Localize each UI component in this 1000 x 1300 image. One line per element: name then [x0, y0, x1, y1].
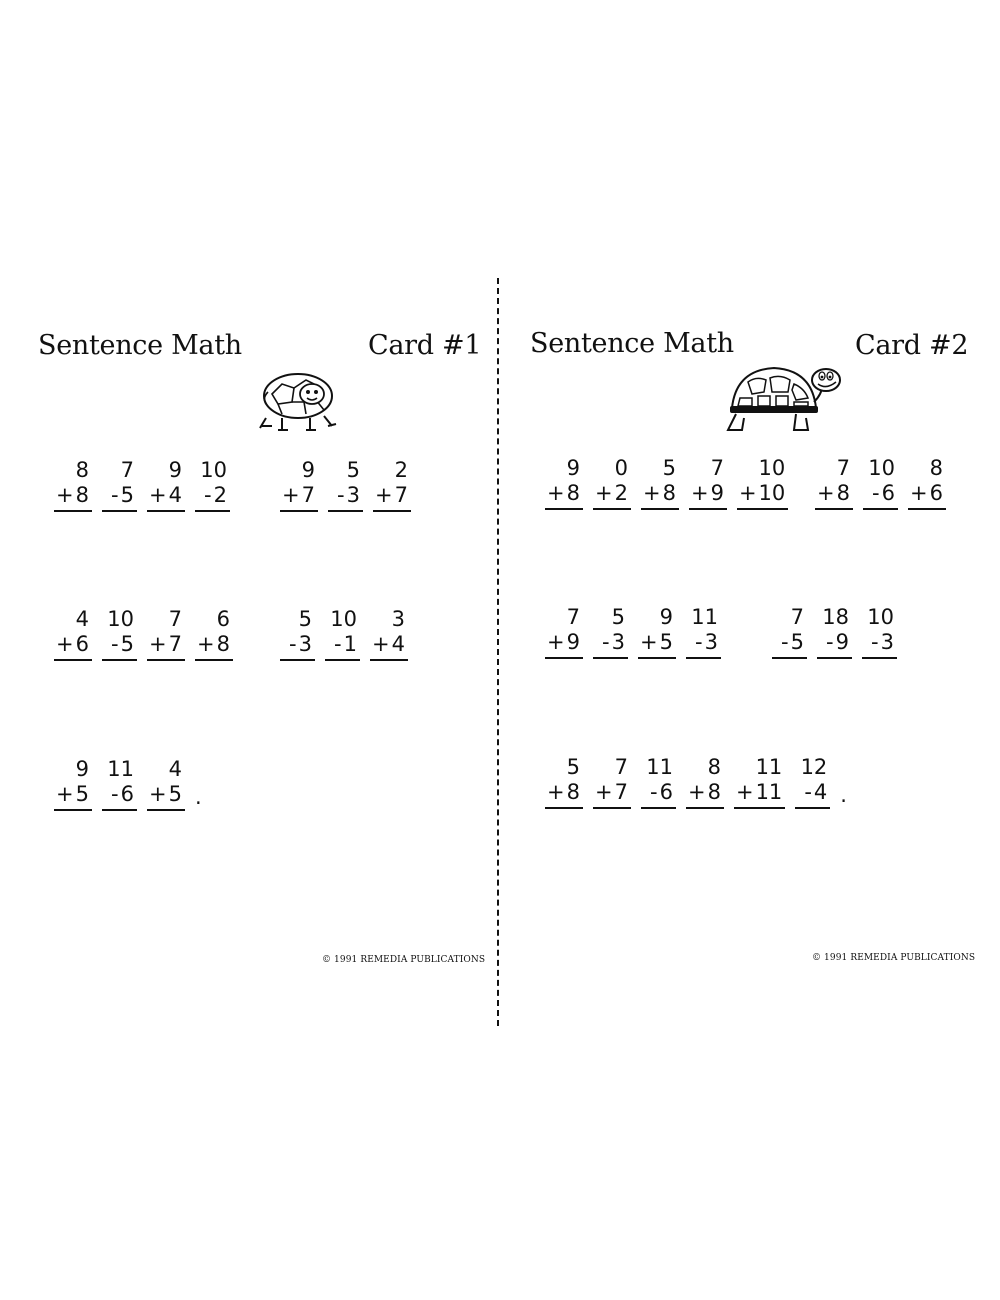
problem-top-number: 9 — [659, 605, 673, 629]
problem-bottom-row — [147, 632, 185, 661]
problem-operator: + — [148, 483, 167, 507]
problem-bottom-number: 8 — [75, 483, 89, 507]
arithmetic-problem — [280, 607, 315, 661]
problem-top-number: 10 — [200, 458, 227, 482]
card1-copyright: © 1991 REMEDIA PUBLICATIONS — [322, 955, 486, 965]
arithmetic-problem — [795, 755, 830, 809]
problem-bottom-row — [772, 630, 807, 659]
problem-operator: + — [690, 481, 709, 505]
problem-bottom-number: 8 — [566, 481, 580, 505]
arithmetic-problem — [102, 757, 137, 811]
arithmetic-problem — [593, 755, 631, 809]
problem-top-number: 6 — [216, 607, 230, 631]
problem-bottom-number: 8 — [216, 632, 230, 656]
problem-bottom-number: 9 — [835, 630, 849, 654]
problem-bottom-number: 3 — [298, 632, 312, 656]
problem-bottom-row — [593, 630, 628, 659]
arithmetic-problem — [102, 607, 137, 661]
problem-bottom-number: 6 — [929, 481, 943, 505]
problem-operator: - — [650, 780, 658, 804]
problem-top-number: 9 — [301, 458, 315, 482]
problem-top-number: 5 — [611, 605, 625, 629]
arithmetic-problem — [195, 607, 233, 661]
problem-top-number: 7 — [566, 605, 580, 629]
cut-line — [497, 278, 499, 1026]
problem-top-number: 8 — [75, 458, 89, 482]
problem-bottom-row — [328, 483, 363, 512]
problem-bottom-number: 9 — [566, 630, 580, 654]
problem-bottom-number: 2 — [213, 483, 227, 507]
problem-bottom-row — [638, 630, 676, 659]
problem-top-number: 10 — [330, 607, 357, 631]
problem-bottom-number: 3 — [704, 630, 718, 654]
problem-top-number: 11 — [107, 757, 134, 781]
turtle-icon — [252, 368, 344, 436]
problem-operator: - — [111, 483, 119, 507]
card1-label: Card #1 — [368, 330, 482, 361]
problem-operator: + — [56, 483, 74, 507]
problem-operator: + — [639, 630, 658, 654]
problem-operator: + — [372, 632, 390, 656]
problem-top-number: 11 — [646, 755, 673, 779]
problem-bottom-number: 4 — [813, 780, 828, 804]
problem-operator: + — [594, 481, 613, 505]
problem-operator: + — [374, 483, 393, 507]
problem-operator: + — [148, 632, 167, 656]
problem-bottom-row — [280, 483, 318, 512]
arithmetic-problem — [54, 757, 92, 811]
problem-operator: - — [111, 782, 119, 806]
problem-operator: + — [547, 630, 565, 654]
arithmetic-problem — [195, 458, 230, 512]
problem-bottom-number: 7 — [614, 780, 628, 804]
arithmetic-problem — [593, 456, 631, 510]
arithmetic-problem — [147, 757, 185, 811]
problem-top-number: 4 — [168, 757, 182, 781]
arithmetic-problem — [772, 605, 807, 659]
problem-bottom-number: 7 — [168, 632, 182, 656]
problem-operator: - — [602, 630, 610, 654]
problem-bottom-number: 10 — [758, 481, 786, 505]
problem-bottom-row — [102, 483, 137, 512]
arithmetic-problem — [737, 456, 788, 510]
problem-bottom-number: 8 — [566, 780, 580, 804]
problem-bottom-row — [686, 780, 724, 809]
problem-bottom-number: 7 — [301, 483, 315, 507]
problem-bottom-row — [54, 483, 92, 512]
problem-group — [545, 456, 798, 510]
problem-bottom-row — [373, 483, 411, 512]
problem-bottom-number: 6 — [659, 780, 673, 804]
problem-group — [815, 456, 956, 510]
problem-top-number: 7 — [710, 456, 724, 480]
arithmetic-problem — [147, 607, 185, 661]
problem-bottom-number: 3 — [611, 630, 625, 654]
arithmetic-problem — [325, 607, 360, 661]
problem-bottom-number: 3 — [346, 483, 360, 507]
problem-operator: + — [909, 481, 928, 505]
problem-bottom-number: 5 — [120, 483, 134, 507]
problem-top-number: 10 — [867, 605, 894, 629]
arithmetic-problem — [638, 605, 676, 659]
arithmetic-problem — [328, 458, 363, 512]
problem-bottom-row — [545, 630, 583, 659]
arithmetic-problem — [54, 607, 92, 661]
problem-bottom-number: 2 — [614, 481, 628, 505]
problem-top-number: 7 — [168, 607, 182, 631]
problem-operator: - — [695, 630, 703, 654]
problem-operator: - — [289, 632, 297, 656]
problem-bottom-row — [908, 481, 946, 510]
problem-bottom-row — [817, 630, 852, 659]
arithmetic-problem — [102, 458, 137, 512]
turtle-icon — [722, 362, 846, 438]
problem-operator: + — [547, 780, 565, 804]
problem-bottom-number: 9 — [710, 481, 724, 505]
arithmetic-problem — [815, 456, 853, 510]
problem-bottom-row — [102, 782, 137, 811]
problem-top-number: 5 — [566, 755, 580, 779]
arithmetic-problem — [370, 607, 408, 661]
arithmetic-problem — [280, 458, 318, 512]
problem-operator: + — [735, 780, 754, 804]
problem-bottom-row — [147, 782, 185, 811]
card2-label: Card #2 — [855, 330, 969, 361]
arithmetic-problem — [686, 755, 724, 809]
problem-bottom-number: 6 — [881, 481, 895, 505]
problem-bottom-row — [641, 481, 679, 510]
problem-bottom-row — [795, 780, 830, 809]
problem-operator: + — [642, 481, 661, 505]
problem-bottom-number: 7 — [394, 483, 408, 507]
arithmetic-problem — [686, 605, 721, 659]
problem-operator: - — [826, 630, 834, 654]
problem-group — [54, 757, 202, 811]
arithmetic-problem — [545, 456, 583, 510]
problem-bottom-number: 8 — [707, 780, 721, 804]
arithmetic-problem — [373, 458, 411, 512]
problem-top-number: 9 — [566, 456, 580, 480]
arithmetic-problem — [689, 456, 727, 510]
problem-operator: - — [781, 630, 789, 654]
problem-top-number: 8 — [707, 755, 721, 779]
problem-bottom-row — [147, 483, 185, 512]
problem-bottom-row — [370, 632, 408, 661]
problem-top-number: 7 — [790, 605, 804, 629]
problem-bottom-number: 3 — [880, 630, 894, 654]
sentence-period: . — [840, 783, 847, 807]
problem-group — [545, 755, 847, 809]
problem-operator: + — [817, 481, 835, 505]
problem-bottom-row — [325, 632, 360, 661]
problem-top-number: 9 — [75, 757, 89, 781]
problem-bottom-number: 5 — [75, 782, 89, 806]
arithmetic-problem — [817, 605, 852, 659]
problem-bottom-row — [689, 481, 727, 510]
arithmetic-problem — [545, 755, 583, 809]
problem-top-number: 5 — [298, 607, 312, 631]
problem-bottom-number: 11 — [755, 780, 783, 804]
sentence-period: . — [194, 785, 202, 809]
problem-top-number: 18 — [822, 605, 849, 629]
problem-operator: + — [282, 483, 300, 507]
problem-bottom-number: 6 — [120, 782, 134, 806]
problem-bottom-row — [545, 481, 583, 510]
problem-group — [280, 607, 418, 661]
problem-operator: - — [804, 780, 812, 804]
problem-bottom-number: 5 — [659, 630, 673, 654]
problem-bottom-row — [102, 632, 137, 661]
problem-operator: - — [204, 483, 212, 507]
problem-top-number: 5 — [346, 458, 360, 482]
problem-bottom-row — [593, 780, 631, 809]
arithmetic-problem — [641, 755, 676, 809]
problem-bottom-number: 5 — [168, 782, 182, 806]
problem-bottom-row — [641, 780, 676, 809]
arithmetic-problem — [734, 755, 785, 809]
problem-operator: + — [687, 780, 706, 804]
problem-top-number: 7 — [120, 458, 134, 482]
problem-group — [545, 605, 731, 659]
arithmetic-problem — [641, 456, 679, 510]
problem-operator: - — [111, 632, 119, 656]
problem-top-number: 8 — [929, 456, 943, 480]
arithmetic-problem — [147, 458, 185, 512]
problem-top-number: 11 — [691, 605, 718, 629]
problem-bottom-row — [593, 481, 631, 510]
problem-bottom-number: 8 — [836, 481, 850, 505]
problem-top-number: 2 — [394, 458, 408, 482]
problem-operator: - — [334, 632, 342, 656]
problem-top-number: 11 — [755, 755, 783, 779]
problem-bottom-row — [195, 632, 233, 661]
problem-bottom-number: 5 — [120, 632, 134, 656]
problem-operator: + — [547, 481, 565, 505]
problem-bottom-number: 6 — [75, 632, 89, 656]
arithmetic-problem — [863, 456, 898, 510]
problem-bottom-row — [815, 481, 853, 510]
problem-operator: + — [56, 632, 74, 656]
problem-operator: - — [871, 630, 879, 654]
problem-bottom-row — [280, 632, 315, 661]
problem-bottom-row — [734, 780, 785, 809]
problem-top-number: 12 — [800, 755, 828, 779]
problem-top-number: 0 — [614, 456, 628, 480]
card2-copyright: © 1991 REMEDIA PUBLICATIONS — [812, 953, 976, 963]
card1-title: Sentence Math — [38, 330, 242, 361]
problem-group — [772, 605, 907, 659]
problem-top-number: 10 — [107, 607, 134, 631]
problem-operator: + — [56, 782, 74, 806]
problem-group — [54, 607, 243, 661]
problem-operator: + — [196, 632, 215, 656]
problem-bottom-number: 4 — [391, 632, 405, 656]
arithmetic-problem — [54, 458, 92, 512]
problem-top-number: 7 — [614, 755, 628, 779]
problem-bottom-row — [54, 632, 92, 661]
problem-top-number: 10 — [868, 456, 895, 480]
problem-top-number: 9 — [168, 458, 182, 482]
arithmetic-problem — [862, 605, 897, 659]
problem-bottom-number: 5 — [790, 630, 804, 654]
problem-top-number: 4 — [75, 607, 89, 631]
problem-bottom-number: 1 — [343, 632, 357, 656]
arithmetic-problem — [545, 605, 583, 659]
problem-bottom-row — [54, 782, 92, 811]
problem-bottom-number: 8 — [662, 481, 676, 505]
problem-operator: + — [738, 481, 757, 505]
problem-bottom-row — [545, 780, 583, 809]
problem-bottom-row — [863, 481, 898, 510]
problem-operator: - — [337, 483, 345, 507]
arithmetic-problem — [908, 456, 946, 510]
card2-title: Sentence Math — [530, 328, 734, 359]
problem-top-number: 3 — [391, 607, 405, 631]
problem-bottom-row — [686, 630, 721, 659]
problem-operator: + — [148, 782, 167, 806]
problem-top-number: 7 — [836, 456, 850, 480]
problem-top-number: 5 — [662, 456, 676, 480]
problem-group — [54, 458, 240, 512]
problem-bottom-row — [862, 630, 897, 659]
problem-bottom-row — [737, 481, 788, 510]
problem-bottom-row — [195, 483, 230, 512]
problem-group — [280, 458, 421, 512]
problem-bottom-number: 4 — [168, 483, 182, 507]
problem-operator: + — [594, 780, 613, 804]
problem-operator: - — [872, 481, 880, 505]
arithmetic-problem — [593, 605, 628, 659]
problem-top-number: 10 — [758, 456, 786, 480]
